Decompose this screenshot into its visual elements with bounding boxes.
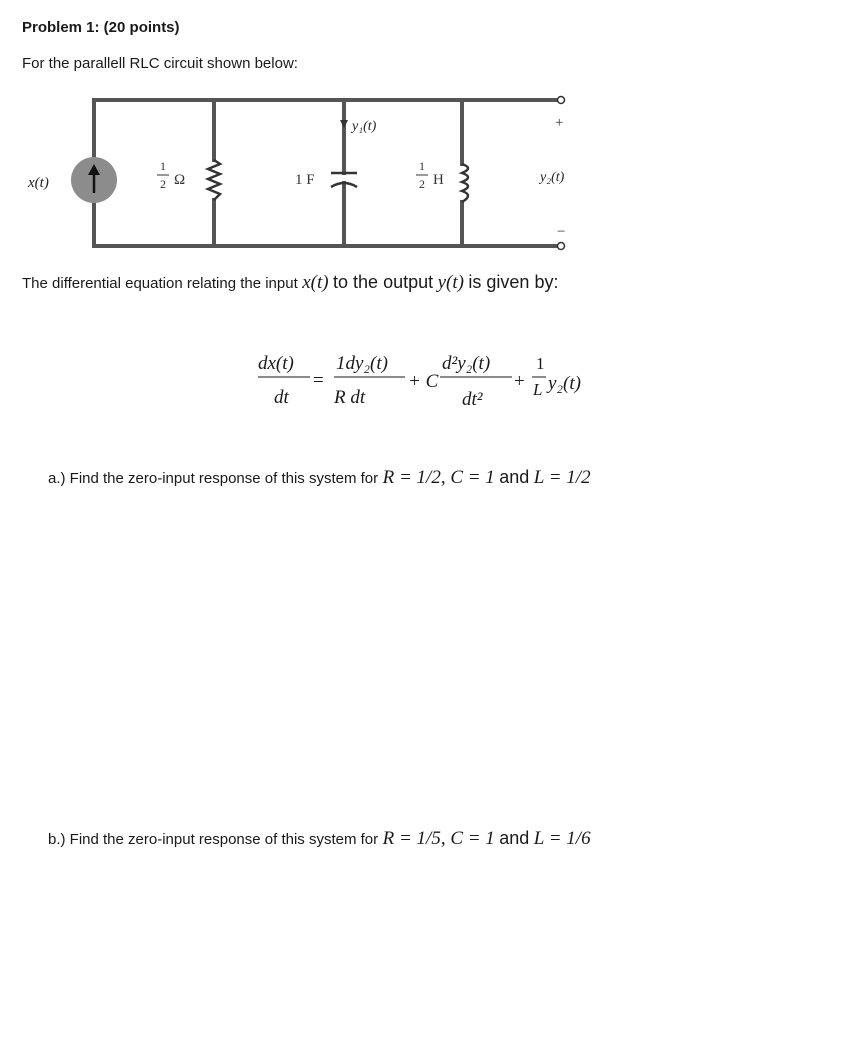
lhs-denominator: dt (274, 387, 289, 408)
term3-tail: y₂(t) (548, 373, 581, 394)
resistor-frac-num: 1 (160, 159, 166, 173)
diff-eq-middle-text: to the output (333, 272, 434, 292)
output-terminal-bottom (558, 243, 565, 250)
part-a (48, 467, 591, 489)
input-symbol: x(t) (302, 272, 329, 293)
output-symbol: y(t) (437, 272, 464, 293)
term1-denominator: R dt (334, 387, 366, 408)
part-b-prefix: b.) Find the zero-input response of this system for (48, 831, 379, 848)
resistor-unit: Ω (174, 172, 186, 188)
inductor-frac-den: 2 (419, 177, 425, 191)
part-a-and: and (499, 467, 530, 487)
inductor (462, 164, 468, 202)
diff-eq-intro-text: The differential equation relating the input (22, 275, 298, 292)
current-arrow-icon (340, 120, 348, 128)
term2-denominator: dt² (462, 389, 483, 410)
capacitor-current-label: y₁(t) (352, 119, 377, 134)
term1-numerator: 1dy₂(t) (336, 353, 388, 374)
plus-sign: + (555, 115, 564, 131)
differential-equation (250, 345, 610, 415)
lhs-numerator: dx(t) (258, 353, 294, 374)
problem-intro: For the parallell RLC circuit shown below: (22, 55, 298, 72)
part-a-math1: R = 1/2, C = 1 (382, 467, 495, 488)
circuit-diagram (0, 0, 867, 270)
current-source (71, 157, 117, 203)
term2-numerator: d²y₂(t) (442, 353, 491, 374)
inductor-frac-num: 1 (419, 159, 425, 173)
capacitor-value: 1 F (295, 172, 315, 188)
equals-sign: = (313, 370, 324, 391)
diff-eq-end-text: is given by: (468, 272, 559, 292)
problem-heading: Problem 1: (20 points) (22, 19, 180, 36)
part-b (48, 828, 591, 850)
resistor-frac-den: 2 (160, 177, 166, 191)
inductor-unit: H (433, 172, 444, 188)
part-b-math2: L = 1/6 (533, 828, 591, 849)
input-label: x(t) (28, 175, 49, 191)
part-b-and: and (499, 828, 530, 848)
plus-sign-eq: + (514, 371, 525, 392)
term3-numerator: 1 (536, 354, 545, 373)
part-b-math1: R = 1/5, C = 1 (382, 828, 495, 849)
minus-sign: − (557, 224, 566, 240)
plus-c: + C (408, 371, 439, 392)
output-terminal-top (558, 97, 565, 104)
part-a-math2: L = 1/2 (533, 467, 591, 488)
diff-eq-intro (22, 272, 558, 294)
term3-denominator: L (533, 380, 543, 399)
part-a-prefix: a.) Find the zero-input response of this system for (48, 470, 379, 487)
resistor (208, 160, 220, 200)
output-label: y₂(t) (540, 170, 565, 185)
